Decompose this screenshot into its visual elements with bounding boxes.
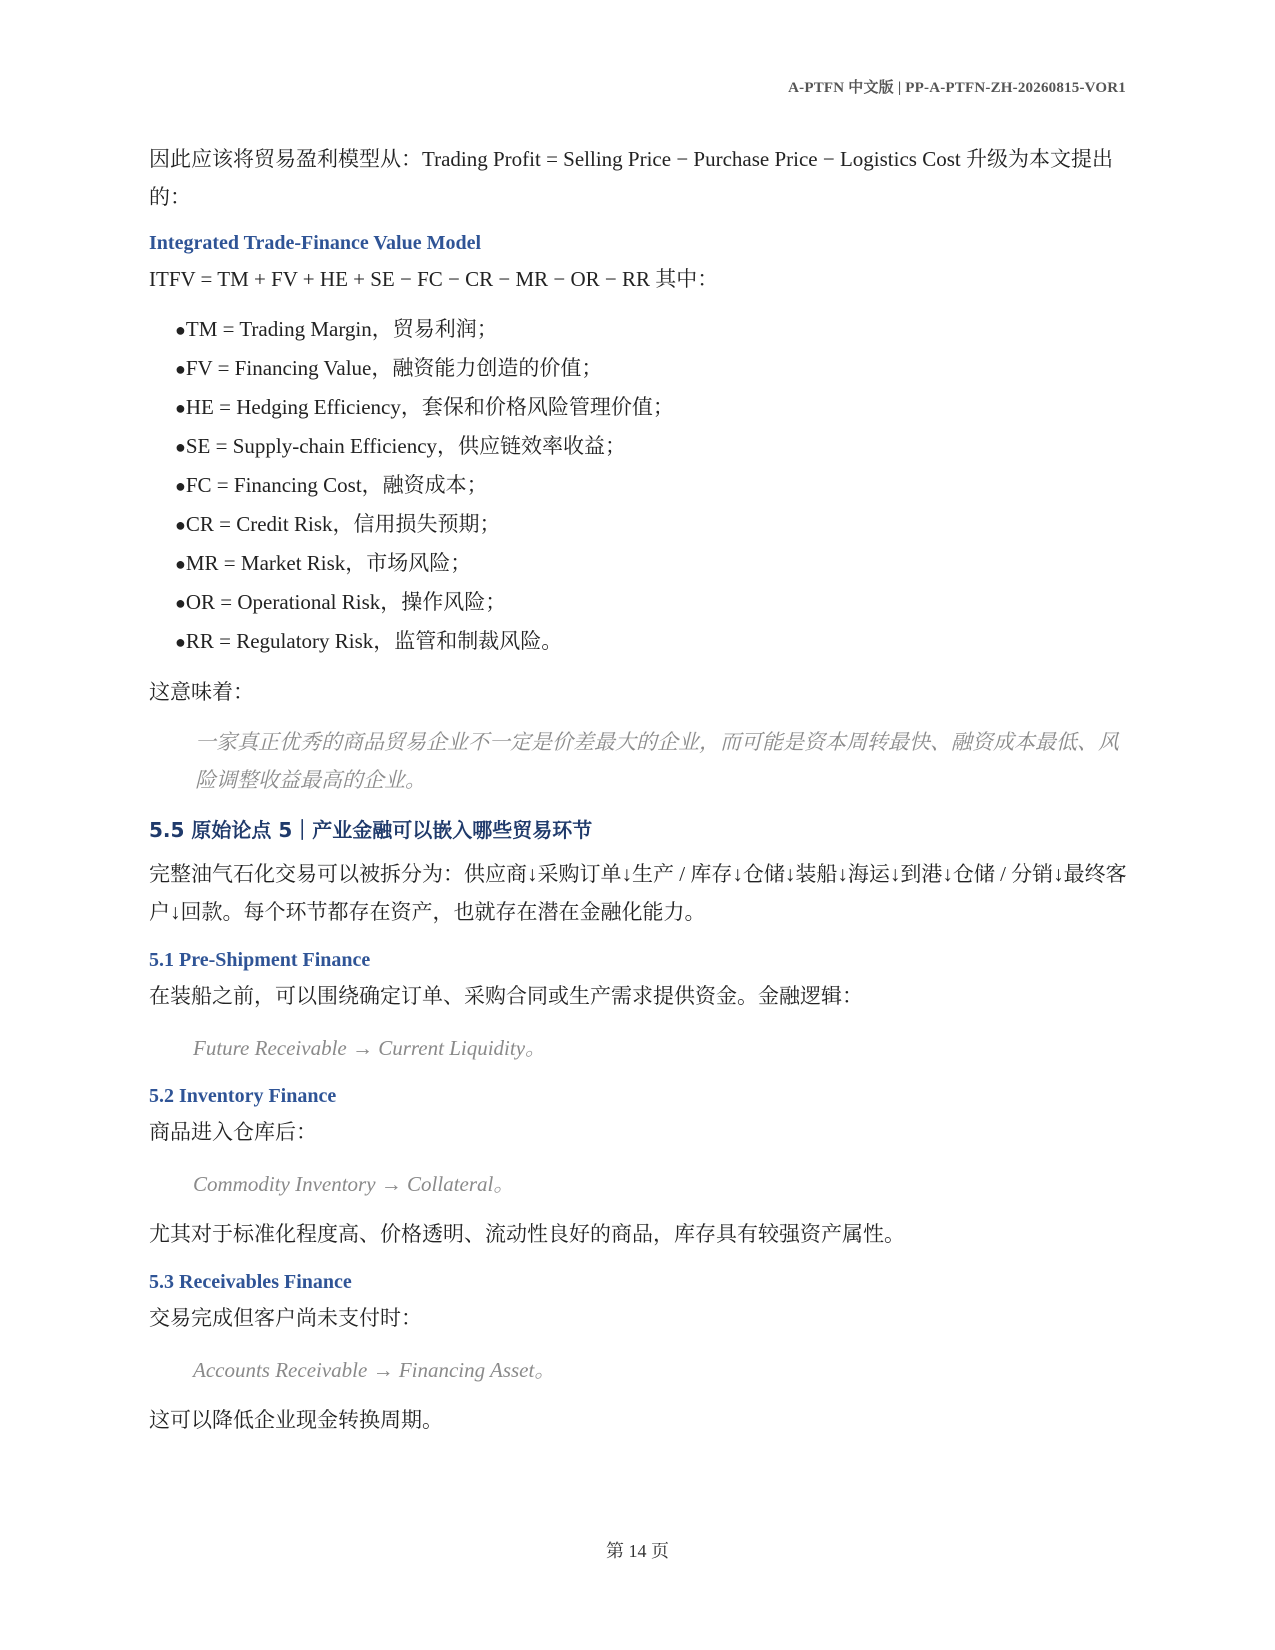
list-item: ●RR = Regulatory Risk，监管和制裁风险。 <box>175 629 563 653</box>
receivables-note: 这可以降低企业现金转换周期。 <box>149 1408 443 1432</box>
list-item: ●MR = Market Risk，市场风险； <box>175 551 472 575</box>
subsection-title-inventory: 5.2 Inventory Finance <box>149 1085 337 1107</box>
component-list <box>149 310 1129 661</box>
list-item: ●CR = Credit Risk，信用损失预期； <box>175 512 501 536</box>
formula-inventory: Commodity Inventory → Collateral。 <box>193 1172 515 1196</box>
section-intro: 完整油气石化交易可以被拆分为：供应商↓采购订单↓生产 / 库存↓仓储↓装船↓海运↓到港↓仓储 / 分销↓最终客户↓回款。每个环节都存在资产，也就存在潜在金融化能力。 <box>149 862 1127 924</box>
subsection-text-inventory: 商品进入仓库后： <box>149 1120 317 1144</box>
inventory-note: 尤其对于标准化程度高、价格透明、流动性良好的商品，库存具有较强资产属性。 <box>149 1222 905 1246</box>
list-item: ●OR = Operational Risk，操作风险； <box>175 590 507 614</box>
subsection-title-pre-shipment: 5.1 Pre-Shipment Finance <box>149 949 371 971</box>
list-item: ●HE = Hedging Efficiency，套保和价格风险管理价值； <box>175 395 674 419</box>
meaning-label: 这意味着： <box>149 680 254 704</box>
formula-pre-shipment: Future Receivable → Current Liquidity。 <box>193 1036 547 1060</box>
subsection-title-receivables: 5.3 Receivables Finance <box>149 1271 352 1293</box>
list-item: ●SE = Supply-chain Efficiency，供应链效率收益； <box>175 434 627 458</box>
section-heading: 5.5 原始论点 5｜产业金融可以嵌入哪些贸易环节 <box>149 818 593 842</box>
subsection-text-pre-shipment: 在装船之前，可以围绕确定订单、采购合同或生产需求提供资金。金融逻辑： <box>149 984 863 1008</box>
formula-line: ITFV = TM + FV + HE + SE − FC − CR − MR − OR − RR 其中： <box>149 267 719 291</box>
document-header: A-PTFN 中文版 | PP-A-PTFN-ZH-20260815-VOR1 <box>788 80 1126 96</box>
list-item: ●TM = Trading Margin，贸易利润； <box>175 317 498 341</box>
list-item: ●FV = Financing Value，融资能力创造的价值； <box>175 356 603 380</box>
page-number: 第 14 页 <box>606 1541 669 1561</box>
list-item: ●FC = Financing Cost，融资成本； <box>175 473 488 497</box>
page-content <box>149 140 1129 1439</box>
subsection-text-receivables: 交易完成但客户尚未支付时： <box>149 1306 422 1330</box>
formula-receivables: Accounts Receivable → Financing Asset。 <box>193 1358 556 1382</box>
model-title: Integrated Trade-Finance Value Model <box>149 232 482 254</box>
quote-block: 一家真正优秀的商品贸易企业不一定是价差最大的企业，而可能是资本周转最快、融资成本最低、风险调整收益最高的企业。 <box>195 730 1119 792</box>
intro-paragraph: 因此应该将贸易盈利模型从：Trading Profit = Selling Price − Purchase Price − Logistics Cost 升级为本文提出的： <box>149 147 1113 209</box>
